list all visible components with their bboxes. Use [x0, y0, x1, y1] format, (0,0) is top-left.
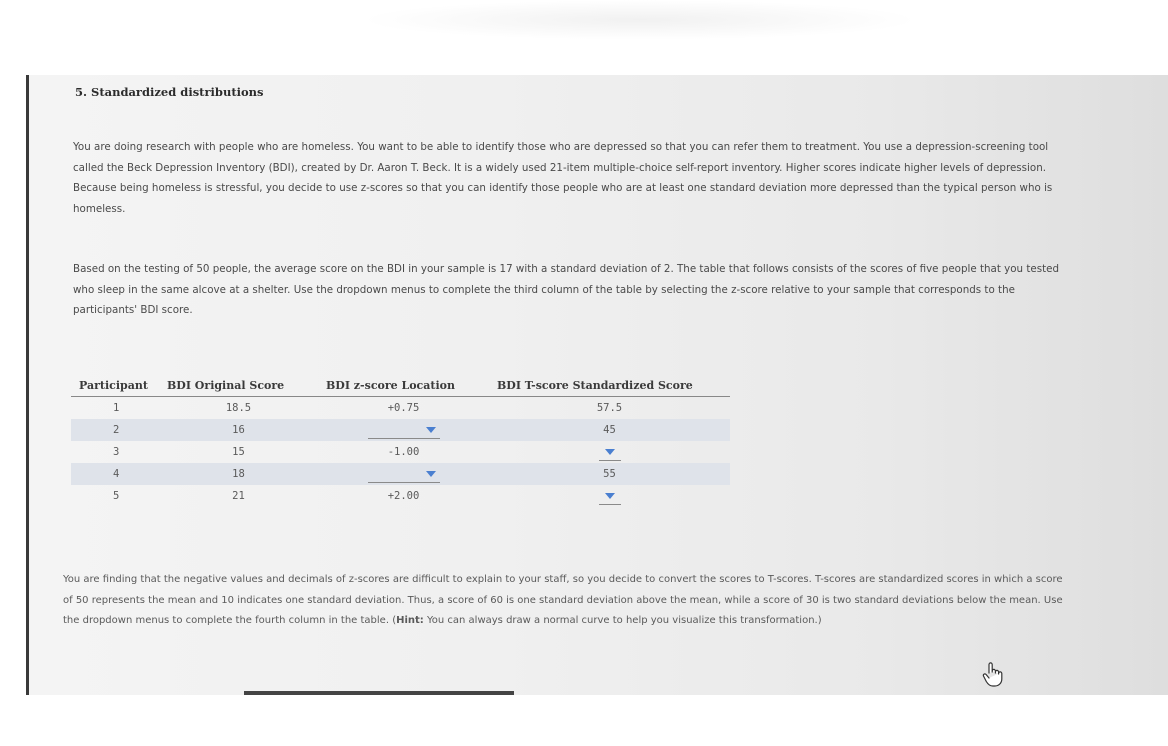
z-score-cell — [318, 419, 489, 441]
header-t-score: BDI T-score Standardized Score — [489, 373, 730, 397]
header-participant: Participant — [71, 373, 159, 397]
table-row — [71, 485, 730, 507]
table-row — [71, 441, 730, 463]
chevron-down-icon — [605, 449, 615, 455]
hint-label: Hint: — [396, 615, 424, 626]
table-header-row — [71, 373, 730, 397]
bdi-score-cell: 18 — [159, 463, 318, 485]
z-score-dropdown[interactable] — [368, 422, 440, 439]
t-score-cell: 45 — [489, 419, 730, 441]
bdi-score-cell: 16 — [159, 419, 318, 441]
z-score-dropdown[interactable] — [368, 466, 440, 483]
participant-cell: 2 — [71, 419, 159, 441]
header-bdi-original: BDI Original Score — [159, 373, 318, 397]
participant-cell: 4 — [71, 463, 159, 485]
t-score-dropdown[interactable] — [599, 488, 621, 505]
t-score-dropdown[interactable] — [599, 444, 621, 461]
z-score-cell: -1.00 — [387, 446, 420, 458]
z-score-cell: +0.75 — [387, 402, 420, 414]
participant-cell: 3 — [113, 446, 120, 458]
t-score-cell — [489, 441, 730, 463]
t-score-cell: 57.5 — [596, 402, 623, 414]
t-score-paragraph — [63, 570, 1063, 632]
instructions-paragraph: Based on the testing of 50 people, the average score on the BDI in your sample is 17 with a standard deviation of 2. The table that follows consists of the scores of five people that you tested who sleep in the same alcove at a shelter. Use the dropdown menus to complete the third column of the table by selecting the z-score relative to your sample that corresponds to the participants' BDI score. — [73, 263, 1059, 316]
z-score-cell: +2.00 — [387, 490, 420, 502]
screen-glare — [360, 0, 920, 40]
table-row — [71, 463, 730, 485]
screen-bezel-edge — [244, 691, 514, 695]
participant-cell: 1 — [113, 402, 120, 414]
section-title: 5. Standardized distributions — [75, 85, 264, 99]
intro-paragraph: You are doing research with people who are homeless. You want to be able to identify those who are depressed so that you can refer them to treatment. You use a depression-screening tool called the Beck Depression Inventory (BDI), created by Dr. Aaron T. Beck. It is a widely used 21-item multiple-choice self-report inventory. Higher scores indicate higher levels of depression. Because being homeless is stressful, you decide to use z-scores so that you can identify those people who are at least one standard deviation more depressed than the typical person who is homeless. — [73, 141, 1053, 215]
chevron-down-icon — [426, 471, 436, 477]
t-score-cell: 55 — [489, 463, 730, 485]
bdi-score-cell: 21 — [232, 490, 245, 502]
bdi-score-cell: 18.5 — [225, 402, 252, 414]
t-score-paragraph-text: You are finding that the negative values and decimals of z-scores are difficult to explain to your staff, so you decide to convert the scores to T-scores. T-scores are standardized scores in which a score of 50 represents the mean and 10 indicates one standard deviation. Thus, a score of 60 is one standard deviation above the mean, while a score of 30 is two standard deviations below the mean. Use the dropdown menus to complete the fourth column in the table. ( — [63, 574, 1063, 626]
participant-cell: 5 — [113, 490, 120, 502]
hand-pointer-icon — [982, 661, 1004, 687]
chevron-down-icon — [426, 427, 436, 433]
t-score-cell — [489, 485, 730, 507]
question-panel — [26, 75, 1168, 695]
bdi-score-cell: 15 — [232, 446, 245, 458]
z-score-cell — [318, 463, 489, 485]
header-z-score: BDI z-score Location — [318, 373, 489, 397]
hint-text: You can always draw a normal curve to help you visualize this transformation.) — [423, 615, 822, 626]
table-row — [71, 397, 730, 420]
table-row — [71, 419, 730, 441]
chevron-down-icon — [605, 493, 615, 499]
scores-table — [71, 373, 730, 507]
